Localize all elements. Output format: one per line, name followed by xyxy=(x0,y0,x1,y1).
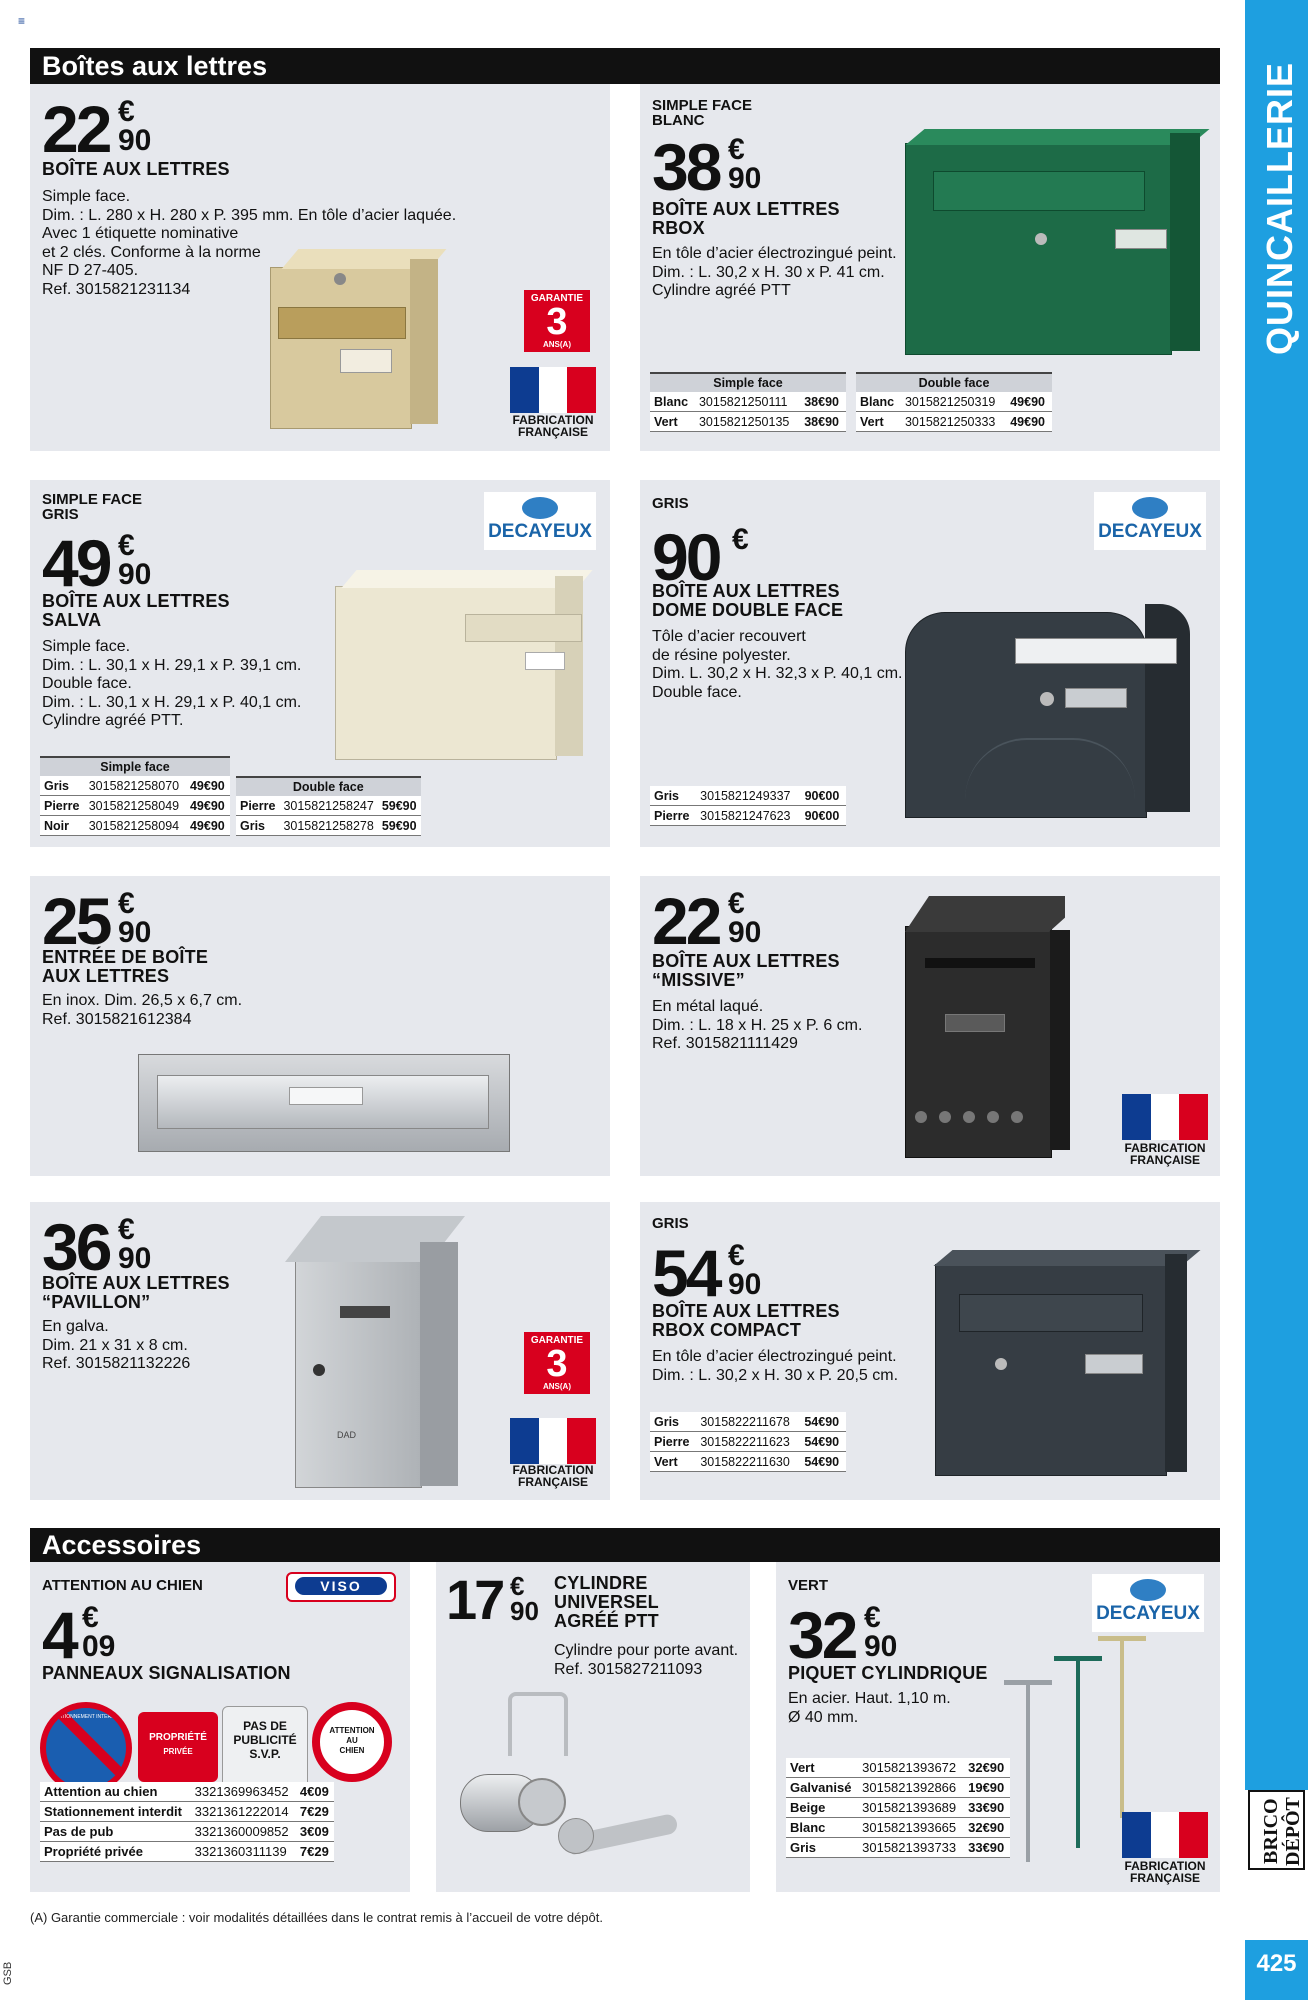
french-flag-p6 xyxy=(1122,1094,1208,1140)
product-card-a3 xyxy=(776,1562,1220,1892)
table-row: Pierre 3015821258247 59€90 xyxy=(236,796,421,816)
product-card-a2 xyxy=(436,1562,750,1892)
french-flag-a3 xyxy=(1122,1812,1208,1858)
mailbox-image-p4 xyxy=(905,588,1195,818)
ref-table-p3-simple: Simple face Gris 3015821258070 49€90 Pierre 3015821258049 49€90 Noir 3015821258094 49€90 xyxy=(40,756,230,836)
price-p1: 22 € 90 xyxy=(42,92,152,166)
stake-image-1 xyxy=(1026,1682,1030,1862)
price-p4: 90 € xyxy=(652,520,749,594)
private-property-sign: PROPRIÉTÉ PRIVÉE xyxy=(138,1712,218,1782)
table-row: Vert 3015822211630 54€90 xyxy=(650,1452,846,1472)
stake-image-2-top xyxy=(1054,1656,1102,1661)
title-p7: BOÎTE AUX LETTRES “PAVILLON” xyxy=(42,1273,230,1312)
product-card-p8 xyxy=(640,1202,1220,1500)
title-p2: BOÎTE AUX LETTRES RBOX xyxy=(652,199,840,238)
product-card-p4 xyxy=(640,480,1220,847)
variant-label-p3: SIMPLE FACE GRIS xyxy=(42,491,143,523)
guarantee-badge-p1: GARANTIE 3 ANS(A) xyxy=(524,290,590,352)
brand-line2: DÉPÔT xyxy=(1282,1797,1304,1866)
title-p1: BOÎTE AUX LETTRES xyxy=(42,159,230,179)
mailbox-image-p8 xyxy=(935,1250,1215,1475)
table-row: Gris 3015822211678 54€90 xyxy=(650,1412,846,1432)
product-card-p2 xyxy=(640,84,1220,451)
french-flag-p1 xyxy=(510,367,596,413)
table-row: Galvanisé 3015821392866 19€90 xyxy=(786,1778,1010,1798)
variant-label-a3: VERT xyxy=(788,1577,829,1594)
stake-image-3 xyxy=(1120,1638,1124,1818)
price-a1: 4 € 09 xyxy=(42,1598,116,1672)
decayeux-logo-p3: DECAYEUX xyxy=(484,492,596,550)
mailbox-image-p2 xyxy=(905,129,1205,354)
brand-logo xyxy=(1248,1790,1305,1870)
ref-table-p4 xyxy=(650,786,846,826)
table-row: Propriété privée 3321360311139 7€29 xyxy=(40,1842,334,1862)
decayeux-logo-p4: DECAYEUX xyxy=(1094,492,1206,550)
desc-p4: Tôle d’acier recouvert de résine polyester. Dim. L. 30,2 x H. 32,3 x P. 40,1 cm. Double face. xyxy=(652,628,903,701)
price-a3: 32 € 90 xyxy=(788,1598,898,1672)
mailbox-image-p1 xyxy=(270,249,440,429)
ref-table-p2-simple: Simple face Blanc 3015821250111 38€90 Vert 3015821250135 38€90 xyxy=(650,372,846,432)
ref-table-p3-double: Double face Pierre 3015821258247 59€90 Gris 3015821258278 59€90 xyxy=(236,776,421,836)
product-card-p6 xyxy=(640,876,1220,1176)
table-row: Vert 3015821393672 32€90 xyxy=(786,1758,1010,1778)
mailbox-image-p6 xyxy=(905,896,1075,1171)
ref-table-a1 xyxy=(40,1782,334,1862)
ref-table-p2-double: Double face Blanc 3015821250319 49€90 Vert 3015821250333 49€90 xyxy=(856,372,1052,432)
decayeux-icon xyxy=(1132,497,1168,519)
variant-label-p2: SIMPLE FACE BLANC xyxy=(652,97,753,129)
mailbox-image-p7 xyxy=(285,1216,465,1491)
ref-table-p8 xyxy=(650,1412,846,1472)
table-row: Beige 3015821393689 33€90 xyxy=(786,1798,1010,1818)
stake-image-1-top xyxy=(1004,1680,1052,1685)
title-p6: BOÎTE AUX LETTRES “MISSIVE” xyxy=(652,951,840,990)
title-p8: BOÎTE AUX LETTRES RBOX COMPACT xyxy=(652,1301,840,1340)
title-a2: CYLINDRE UNIVERSEL AGRÉÉ PTT xyxy=(554,1573,659,1631)
stake-image-3-top xyxy=(1098,1636,1146,1641)
table-row: Blanc 3015821250319 49€90 xyxy=(856,392,1052,412)
desc-p5: En inox. Dim. 26,5 x 6,7 cm. Ref. 3015821612384 xyxy=(42,992,243,1028)
table-row: Gris 3015821393733 33€90 xyxy=(786,1838,1010,1858)
variant-label-p4: GRIS xyxy=(652,495,689,512)
title-p3: BOÎTE AUX LETTRES SALVA xyxy=(42,591,230,630)
desc-p2: En tôle d’acier électrozingué peint. Dim. : L. 30,2 x H. 30 x P. 41 cm. Cylindre agréé PTT xyxy=(652,245,897,299)
desc-a3: En acier. Haut. 1,10 m. Ø 40 mm. xyxy=(788,1690,951,1726)
title-p4: BOÎTE AUX LETTRES DOME DOUBLE FACE xyxy=(652,581,844,620)
variant-label-p8: GRIS xyxy=(652,1215,689,1232)
table-row: Pas de pub 3321360009852 3€09 xyxy=(40,1822,334,1842)
desc-p7: En galva. Dim. 21 x 31 x 8 cm. Ref. 3015821132226 xyxy=(42,1318,191,1372)
desc-p6: En métal laqué. Dim. : L. 18 x H. 25 x P. 6 cm. Ref. 3015821111429 xyxy=(652,998,863,1052)
no-advertising-sign: PAS DE PUBLICITÉ S.V.P. xyxy=(222,1706,308,1790)
engraving-text: DAD xyxy=(337,1430,357,1440)
price-p8: 54 € 90 xyxy=(652,1236,762,1310)
key-head-icon xyxy=(558,1818,594,1854)
table-row: Pierre 3015821258049 49€90 xyxy=(40,796,230,816)
title-p5: ENTRÉE DE BOÎTE AUX LETTRES xyxy=(42,947,209,986)
price-p6: 22 € 90 xyxy=(652,884,762,958)
table-row: Pierre 3015822211623 54€90 xyxy=(650,1432,846,1452)
fabrication-label-p6: FABRICATION FRANÇAISE xyxy=(1124,1141,1206,1167)
table-row: Blanc 3015821250111 38€90 xyxy=(650,392,846,412)
table-row: Pierre 3015821247623 90€00 xyxy=(650,806,846,826)
page-number: 425 xyxy=(1256,1950,1297,1977)
lock-face-image xyxy=(518,1778,566,1826)
guarantee-badge-p7: GARANTIE 3 ANS(A) xyxy=(524,1332,590,1394)
product-card-p3 xyxy=(30,480,610,847)
desc-p1: Simple face. Dim. : L. 280 x H. 280 x P. 395 mm. En tôle d’acier laquée. Avec 1 étiquette nominative et 2 clés. Conforme à la norme NF D 27-405. Ref. 3015821231134 xyxy=(42,188,457,298)
price-p5: 25 € 90 xyxy=(42,884,152,958)
desc-p8: En tôle d’acier électrozingué peint. Dim. : L. 30,2 x H. 30 x P. 20,5 cm. xyxy=(652,1348,899,1384)
section-title-accessories: Accessoires xyxy=(30,1528,1220,1562)
section-title-mailboxes: Boîtes aux lettres xyxy=(30,48,1220,84)
table-row: Blanc 3015821393665 32€90 xyxy=(786,1818,1010,1838)
table-row: Noir 3015821258094 49€90 xyxy=(40,816,230,836)
mailbox-image-p3 xyxy=(335,570,585,760)
title-a1: PANNEAUX SIGNALISATION xyxy=(42,1663,291,1683)
brand-line1: BRICO xyxy=(1260,1798,1282,1864)
desc-p3: Simple face. Dim. : L. 30,1 x H. 29,1 x P. 39,1 cm. Double face. Dim. : L. 30,1 x H. 29,1 x P. 40,1 cm. Cylindre agréé PTT. xyxy=(42,638,302,729)
product-card-p5 xyxy=(30,876,610,1176)
price-p3: 49 € 90 xyxy=(42,526,152,600)
viso-logo: VISO xyxy=(286,1572,396,1602)
decayeux-logo-a3: DECAYEUX xyxy=(1092,1574,1204,1632)
price-a2: 17 € 90 xyxy=(446,1568,539,1631)
table-row: Gris 3015821249337 90€00 xyxy=(650,786,846,806)
footnote: (A) Garantie commerciale : voir modalités détaillées dans le contrat remis à l’accueil de votre dépôt. xyxy=(30,1910,603,1925)
corner-mark: ≡ xyxy=(18,14,26,28)
lock-bracket-image xyxy=(508,1692,568,1756)
product-card-p7 xyxy=(30,1202,610,1500)
french-flag-p7 xyxy=(510,1418,596,1464)
product-card-a1 xyxy=(30,1562,410,1892)
product-card-p1 xyxy=(30,84,610,451)
stake-image-2 xyxy=(1076,1658,1080,1848)
title-a3: PIQUET CYLINDRIQUE xyxy=(788,1663,988,1683)
table-row: Stationnement interdit 3321361222014 7€29 xyxy=(40,1802,334,1822)
letter-plate-image-p5 xyxy=(138,1054,510,1152)
table-row: Gris 3015821258278 59€90 xyxy=(236,816,421,836)
price-p2: 38 € 90 xyxy=(652,130,762,204)
table-row: Gris 3015821258070 49€90 xyxy=(40,776,230,796)
beware-dog-sign: ATTENTION AU CHIEN xyxy=(312,1702,392,1782)
fabrication-label-p7: FABRICATION FRANÇAISE xyxy=(512,1463,594,1489)
ref-table-a3 xyxy=(786,1758,1010,1858)
table-row: Vert 3015821250135 38€90 xyxy=(650,412,846,432)
table-row: Attention au chien 3321369963452 4€09 xyxy=(40,1782,334,1802)
price-p7: 36 € 90 xyxy=(42,1210,152,1284)
variant-label-a1: ATTENTION AU CHIEN xyxy=(42,1577,203,1594)
decayeux-icon xyxy=(1130,1579,1166,1601)
desc-a2: Cylindre pour porte avant. Ref. 3015827211093 xyxy=(554,1642,739,1678)
fabrication-label-a3: FABRICATION FRANÇAISE xyxy=(1124,1859,1206,1885)
decayeux-icon xyxy=(522,497,558,519)
table-row: Vert 3015821250333 49€90 xyxy=(856,412,1052,432)
no-parking-sign: STATIONNEMENT INTERDIT xyxy=(40,1702,132,1794)
fabrication-label-p1: FABRICATION FRANÇAISE xyxy=(512,413,594,439)
